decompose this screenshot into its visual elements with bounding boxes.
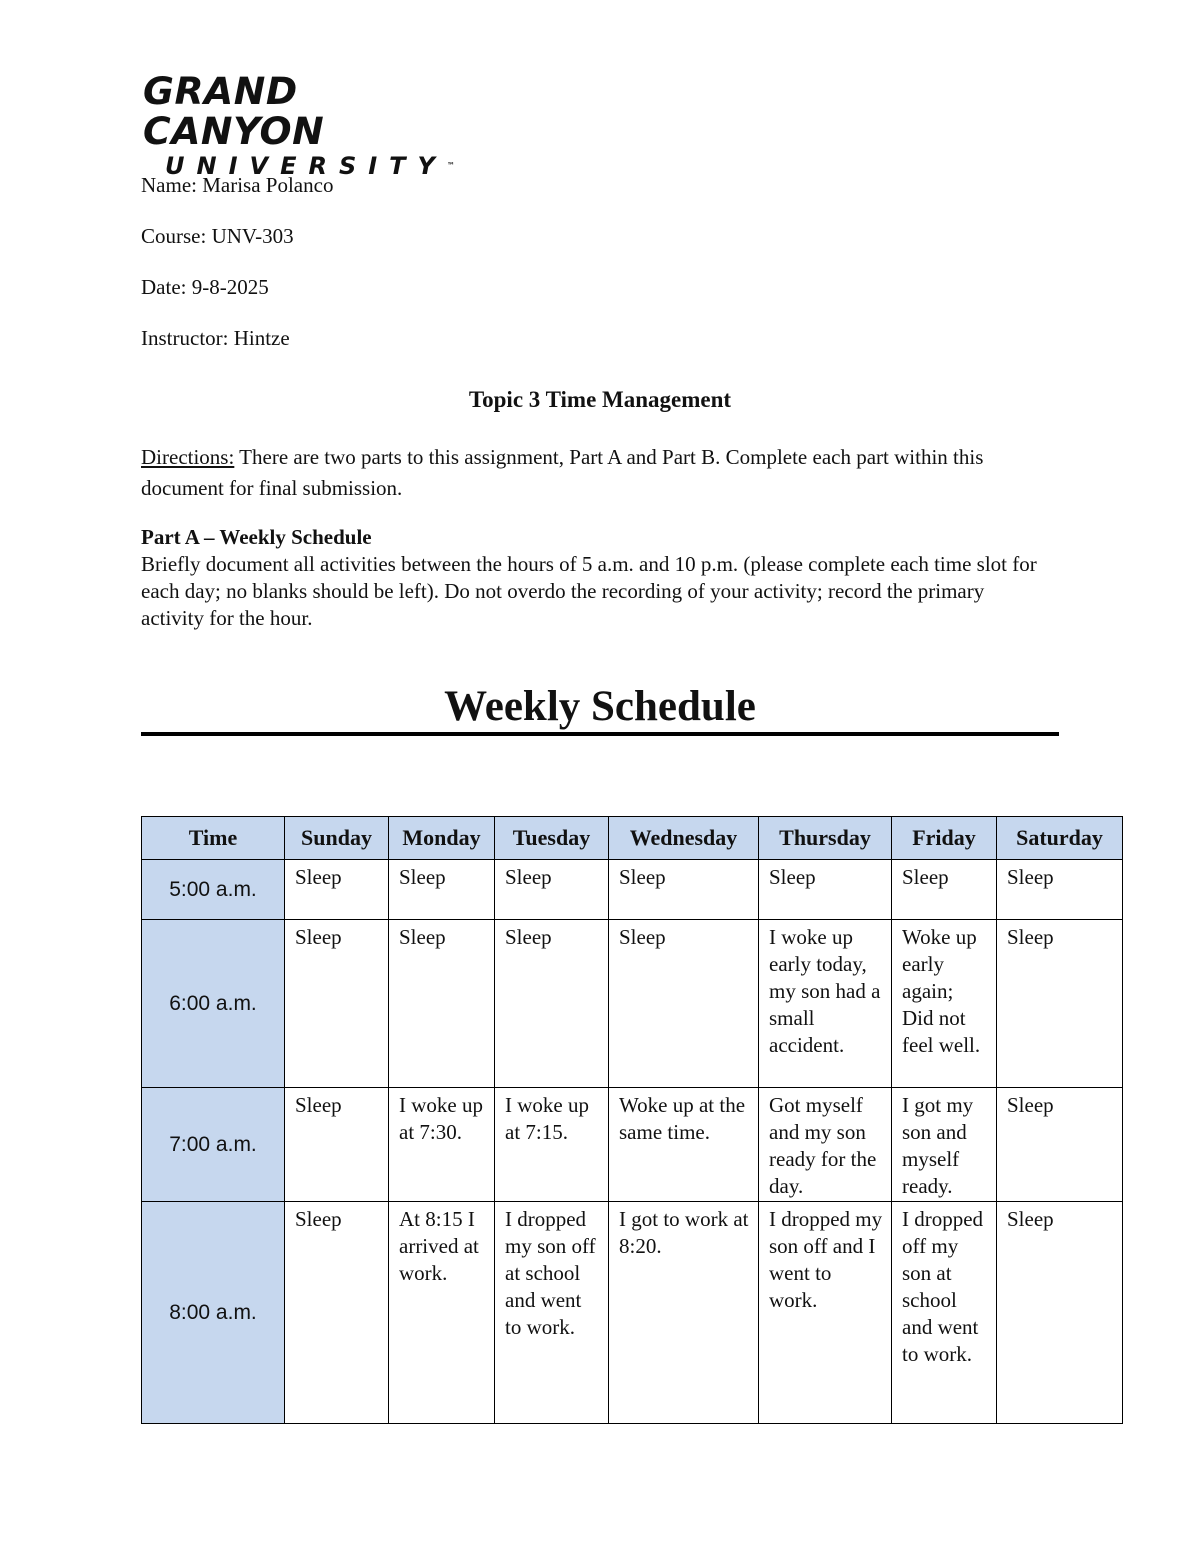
student-name: Name: Marisa Polanco — [141, 173, 334, 197]
directions-label: Directions: — [141, 445, 235, 469]
schedule-cell: Sleep — [285, 920, 389, 1088]
column-header-time: Time — [142, 817, 285, 860]
schedule-title: Weekly Schedule — [444, 683, 756, 730]
title-underline-rule — [141, 732, 1059, 736]
part-a-heading: Part A – Weekly Schedule — [141, 525, 372, 549]
column-header-monday: Monday — [389, 817, 495, 860]
schedule-cell: I dropped my son off and I went to work. — [759, 1202, 892, 1424]
schedule-cell: I woke up early today, my son had a small accident. — [759, 920, 892, 1088]
column-header-wednesday: Wednesday — [609, 817, 759, 860]
schedule-cell: At 8:15 I arrived at work. — [389, 1202, 495, 1424]
university-logo — [143, 72, 463, 180]
schedule-cell: Sleep — [997, 1088, 1123, 1202]
time-cell: 7:00 a.m. — [142, 1088, 285, 1202]
schedule-cell: Got myself and my son ready for the day. — [759, 1088, 892, 1202]
schedule-cell: Woke up early again; Did not feel well. — [892, 920, 997, 1088]
table-row — [142, 1202, 1123, 1424]
time-cell: 5:00 a.m. — [142, 860, 285, 920]
instructor: Instructor: Hintze — [141, 326, 290, 350]
schedule-cell: Sleep — [997, 920, 1123, 1088]
course: Course: UNV-303 — [141, 224, 294, 248]
schedule-cell: Sleep — [285, 860, 389, 920]
column-header-tuesday: Tuesday — [495, 817, 609, 860]
weekly-schedule-table — [141, 816, 1123, 1424]
schedule-cell: I woke up at 7:15. — [495, 1088, 609, 1202]
directions-text: There are two parts to this assignment, Part A and Part B. Complete each part within this document for final submission. — [141, 445, 984, 500]
schedule-cell: I dropped off my son at school and went to work. — [892, 1202, 997, 1424]
column-header-saturday: Saturday — [997, 817, 1123, 860]
schedule-cell: Sleep — [285, 1202, 389, 1424]
schedule-cell: Sleep — [389, 860, 495, 920]
date: Date: 9-8-2025 — [141, 275, 269, 299]
schedule-cell: Sleep — [389, 920, 495, 1088]
schedule-cell: Sleep — [495, 860, 609, 920]
logo-line-1: GRAND CANYON — [143, 70, 325, 153]
column-header-friday: Friday — [892, 817, 997, 860]
table-row — [142, 860, 1123, 920]
part-a-instructions: Briefly document all activities between the hours of 5 a.m. and 10 p.m. (please complete each time slot for each day; no blanks should be left). Do not overdo the recording of your activity; record the primary activity for the hour. — [141, 552, 1037, 630]
schedule-cell: Sleep — [892, 860, 997, 920]
time-cell: 6:00 a.m. — [142, 920, 285, 1088]
schedule-cell: Sleep — [997, 860, 1123, 920]
schedule-cell: Sleep — [495, 920, 609, 1088]
schedule-cell: Woke up at the same time. — [609, 1088, 759, 1202]
schedule-cell: Sleep — [609, 860, 759, 920]
time-cell: 8:00 a.m. — [142, 1202, 285, 1424]
column-header-sunday: Sunday — [285, 817, 389, 860]
schedule-cell: Sleep — [997, 1202, 1123, 1424]
document-title: Topic 3 Time Management — [468, 387, 732, 412]
header-row — [142, 817, 1123, 860]
schedule-cell: I got to work at 8:20. — [609, 1202, 759, 1424]
schedule-cell: Sleep — [285, 1088, 389, 1202]
column-header-thursday: Thursday — [759, 817, 892, 860]
table-row — [142, 1088, 1123, 1202]
logo-line-2-text: UNIVERSITY — [165, 152, 447, 180]
schedule-cell: I dropped my son off at school and went to work. — [495, 1202, 609, 1424]
schedule-cell: Sleep — [609, 920, 759, 1088]
schedule-cell: Sleep — [759, 860, 892, 920]
schedule-cell: I got my son and myself ready. — [892, 1088, 997, 1202]
trademark-mark: ™ — [446, 161, 455, 170]
directions-paragraph — [141, 442, 1071, 504]
schedule-cell: I woke up at 7:30. — [389, 1088, 495, 1202]
table-row — [142, 920, 1123, 1088]
